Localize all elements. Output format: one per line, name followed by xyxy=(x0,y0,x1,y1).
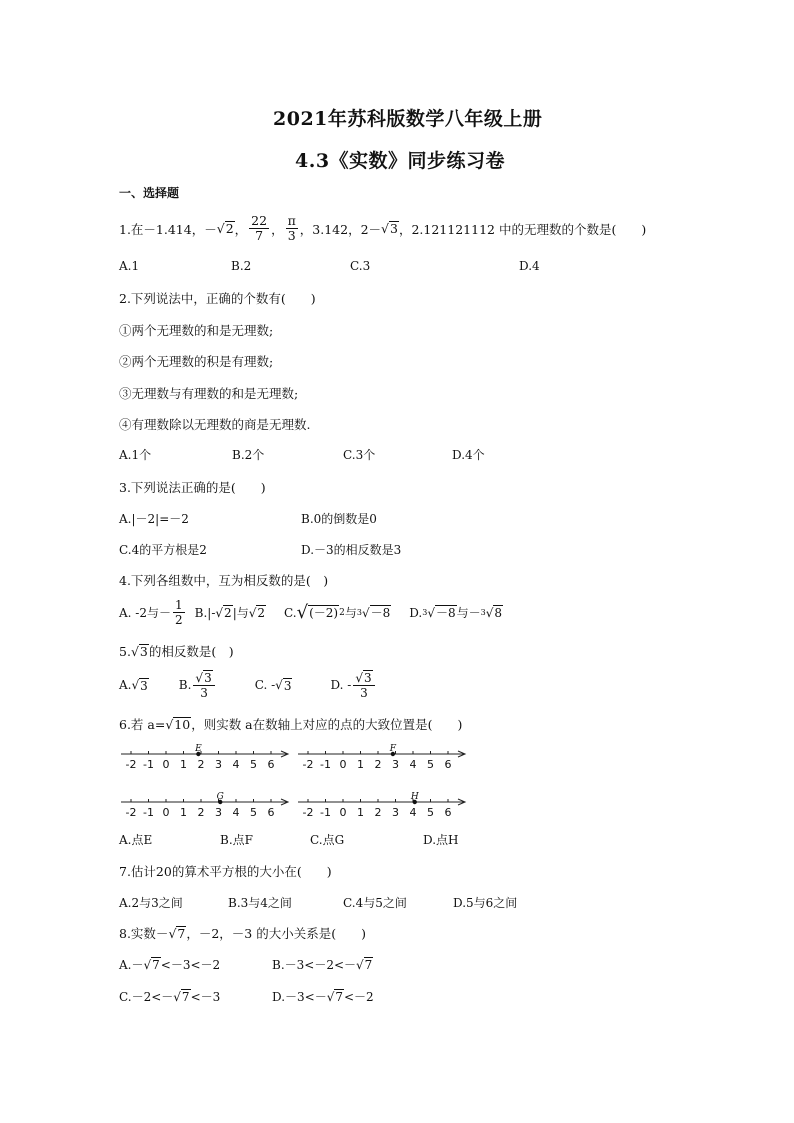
tick-label: 5 xyxy=(427,758,434,771)
q2-option-a[interactable]: A.1个 xyxy=(119,448,152,462)
q4-fraction-1-2: $\frac{1}{2}$ xyxy=(175,598,183,627)
q1-suffix: ，2.121121112 中的无理数的个数是( ) xyxy=(398,221,647,237)
question-5: 5. √ 3 的相反数是( ) xyxy=(119,643,234,659)
q5-option-c[interactable]: C. - √ 3 xyxy=(254,678,292,693)
q6-option-c[interactable]: C.点G xyxy=(310,833,345,847)
q5-option-b[interactable]: B. $\frac{√3}{3}$ xyxy=(179,670,217,700)
tick-label: 3 xyxy=(215,758,222,771)
tick-label: 4 xyxy=(232,758,240,771)
tick-label: 2 xyxy=(374,806,382,819)
tick-label: 2 xyxy=(197,758,205,771)
tick-label: 3 xyxy=(392,806,399,819)
doc-subtitle: 4.3《实数》同步练习卷 xyxy=(295,150,506,172)
tick-label: -1 xyxy=(143,806,154,819)
tick-label: 4 xyxy=(409,758,417,771)
q2-statement-2: ②两个无理数的积是有理数; xyxy=(119,354,274,369)
tick-label: 0 xyxy=(339,806,347,819)
q5-option-a[interactable]: A. √ 3 xyxy=(119,678,148,693)
q1-sqrt-2: 2 xyxy=(225,221,234,236)
q2-option-d[interactable]: D.4个 xyxy=(452,448,485,462)
q2-option-b[interactable]: B.2个 xyxy=(232,448,265,462)
q6-option-b[interactable]: B.点F xyxy=(220,833,253,847)
point-label: F xyxy=(389,744,396,754)
section-heading: 一、选择题 xyxy=(119,186,180,200)
q6-option-d[interactable]: D.点H xyxy=(423,833,459,847)
question-8: 8.实数－ √ 7 ，－2，－3 的大小关系是( ) xyxy=(119,925,366,941)
tick-label: 0 xyxy=(339,758,347,771)
tick-label: -1 xyxy=(320,758,331,771)
q4-option-a[interactable]: A. -2与 － $\frac{1}{2}$ xyxy=(119,598,183,627)
question-7: 7.估计20的算术平方根的大小在( ) xyxy=(119,864,332,879)
q1-option-c[interactable]: C.3 xyxy=(350,259,371,273)
q3-option-c[interactable]: C.4的平方根是2 xyxy=(119,543,207,557)
tick-label: 1 xyxy=(357,806,364,819)
q7-option-d[interactable]: D.5与6之间 xyxy=(453,896,518,910)
tick-label: -1 xyxy=(143,758,154,771)
question-4: 4.下列各组数中，互为相反数的是( ) xyxy=(119,573,329,588)
q8-option-b[interactable]: B.－3<－2<－ √ 7 xyxy=(272,957,373,972)
tick-label: -2 xyxy=(125,806,137,819)
tick-label: -2 xyxy=(302,806,314,819)
tick-label: 4 xyxy=(232,806,240,819)
tick-label: 1 xyxy=(357,758,364,771)
point-label: G xyxy=(216,792,224,802)
q2-statement-4: ④有理数除以无理数的商是无理数. xyxy=(119,417,311,432)
q2-statement-3: ③无理数与有理数的和是无理数; xyxy=(119,386,299,401)
tick-label: 5 xyxy=(250,806,257,819)
q1-sqrt-3: 3 xyxy=(390,221,398,236)
point-label: E xyxy=(195,744,202,754)
tick-label: 5 xyxy=(250,758,257,771)
q8-option-c[interactable]: C.－2<－ √ 7 <－3 xyxy=(119,989,221,1004)
question-1: 1.在－1.414，－ √ 2 ， $\frac{22}{7}$ ， $\frac{\pi}{3}$ ，3.142，2－ √ 3 ，2.121121112 中的无理数的个数是( ) xyxy=(119,213,647,243)
q1-option-a[interactable]: A.1 xyxy=(119,259,140,273)
q3-option-a[interactable]: A.|－2|=－2 xyxy=(119,512,189,526)
tick-label: 4 xyxy=(409,806,417,819)
q1-prefix: 1.在－1.414，－ xyxy=(119,221,217,237)
q7-option-a[interactable]: A.2与3之间 xyxy=(119,896,183,910)
question-2: 2.下列说法中，正确的个数有( ) xyxy=(119,291,316,306)
tick-label: 3 xyxy=(392,758,399,771)
tick-label: 6 xyxy=(267,806,275,819)
q3-option-d[interactable]: D.－3的相反数是3 xyxy=(301,543,402,557)
q8-option-d[interactable]: D.－3<－ √ 7 <－2 xyxy=(272,989,374,1004)
q1-mid: ，3.142，2－ xyxy=(299,221,382,237)
number-line-h[interactable] xyxy=(296,790,468,820)
tick-label: 0 xyxy=(162,806,170,819)
q4-options xyxy=(119,598,503,627)
q5-sqrt-3: 3 xyxy=(139,643,148,659)
tick-label: 6 xyxy=(267,758,275,771)
tick-label: 0 xyxy=(162,758,170,771)
sqrt-sign: √ xyxy=(381,221,390,236)
q6-sqrt-10: 10 xyxy=(174,716,191,732)
q4-option-c[interactable]: C. √ (－2) 2 与 3 √ －8 xyxy=(284,602,391,623)
question-6: 6.若 a= √ 10 ，则实数 a在数轴上对应的点的大致位置是( ) xyxy=(119,716,463,732)
q7-option-c[interactable]: C.4与5之间 xyxy=(343,896,407,910)
q2-option-c[interactable]: C.3个 xyxy=(343,448,376,462)
tick-label: -2 xyxy=(302,758,314,771)
tick-label: 5 xyxy=(427,806,434,819)
number-line-f[interactable] xyxy=(296,742,468,772)
q8-sqrt-7: 7 xyxy=(177,925,186,941)
q6-option-a[interactable]: A.点E xyxy=(119,833,153,847)
tick-label: 2 xyxy=(197,806,205,819)
q4-option-b[interactable]: B.|- √ 2 |与 √ 2 xyxy=(194,605,266,620)
q5-options xyxy=(119,670,377,700)
q3-option-b[interactable]: B.0的倒数是0 xyxy=(301,512,377,526)
tick-label: 1 xyxy=(180,758,187,771)
doc-title: 2021年苏科版数学八年级上册 xyxy=(273,108,543,130)
q8-option-a[interactable]: A.－ √ 7 <－3<－2 xyxy=(119,957,221,972)
q2-statement-1: ①两个无理数的和是无理数; xyxy=(119,323,274,338)
q4-option-d[interactable]: D. 3 √ －8 与－ 3 √ 8 xyxy=(409,605,503,620)
q5-option-d[interactable]: D. - $\frac{√3}{3}$ xyxy=(330,670,376,700)
tick-label: 2 xyxy=(374,758,382,771)
question-3: 3.下列说法正确的是( ) xyxy=(119,480,266,495)
tick-label: 6 xyxy=(444,758,452,771)
tick-label: 1 xyxy=(180,806,187,819)
sqrt-sign: √ xyxy=(216,221,225,236)
number-line-g[interactable] xyxy=(119,790,291,820)
q7-option-b[interactable]: B.3与4之间 xyxy=(228,896,292,910)
number-line-e[interactable] xyxy=(119,742,291,772)
tick-label: -1 xyxy=(320,806,331,819)
tick-label: 6 xyxy=(444,806,452,819)
tick-label: -2 xyxy=(125,758,137,771)
tick-label: 3 xyxy=(215,806,222,819)
q1-fraction-pi-3: $\frac{\pi}{3}$ xyxy=(287,213,296,243)
q1-option-d[interactable]: D.4 xyxy=(519,259,540,273)
q1-fraction-22-7: $\frac{22}{7}$ xyxy=(251,213,268,243)
q1-option-b[interactable]: B.2 xyxy=(231,259,252,273)
point-label: H xyxy=(410,792,419,802)
